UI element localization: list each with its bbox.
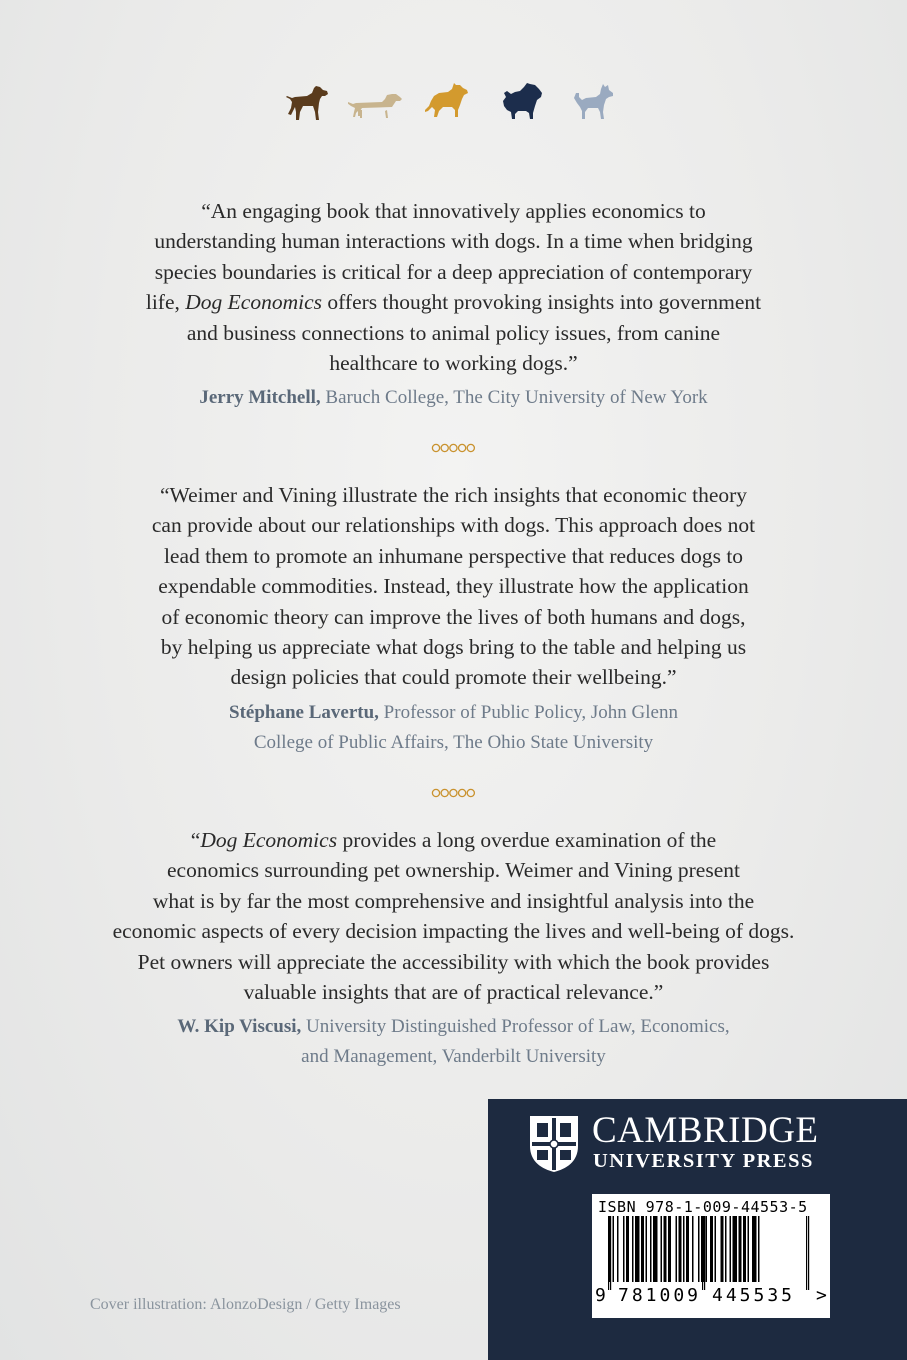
barcode-bar (733, 1216, 738, 1282)
review-attribution-3: W. Kip Viscusi, University Distinguished Professor of Law, Economics, and Management, Vanderbilt University (177, 1016, 730, 1067)
barcode-bar (679, 1216, 682, 1282)
barcode-guard-bar (608, 1216, 609, 1290)
barcode-bar (683, 1216, 685, 1282)
barcode-bar (626, 1216, 629, 1282)
barcode-bar (686, 1216, 689, 1282)
review-quote-3: “Dog Economics provides a long overdue examination of the economics surrounding pet ownership. Weimer and Vining present what is by far the most comprehensive and insightful analysis into the economic aspects of every decision impacting the lives and well-being of dogs. Pet owners will appreciate the accessibility with which the book provides valuable insights that are of practical relevance.” (112, 828, 795, 1005)
barcode-guard-bar (806, 1216, 807, 1290)
ornament-ring (450, 444, 457, 451)
barcode-bar (623, 1216, 625, 1282)
barcode-bar (641, 1216, 644, 1282)
barcode-bar (721, 1216, 724, 1282)
ornament-divider-1 (0, 443, 907, 453)
barcode-bar (613, 1216, 615, 1282)
review-attribution-1: Jerry Mitchell, Baruch College, The City University of New York (199, 387, 708, 408)
ornament-ring (432, 444, 439, 451)
barcode-bar (650, 1216, 652, 1282)
barcode-guard-bar (808, 1216, 809, 1290)
barcode-bar (743, 1216, 746, 1282)
isbn-barcode: ISBN 978-1-009-44553-5 9 781009 445535 > (592, 1194, 830, 1318)
barcode-bar (668, 1216, 671, 1282)
review-quote-2: “Weimer and Vining illustrate the rich insights that economic theory can provide about our relationships with dogs. This approach does not lead them to promote an inhumane perspective that reduces dogs to expendable commodities. Instead, they illustrate how the application of economic theory can improve the lives of both humans and dogs, by helping us appreciate what dogs bring to the table and helping us design policies that could promote their wellbeing.” (151, 483, 756, 690)
barcode-bar (632, 1216, 634, 1282)
ornament-ring (467, 444, 474, 451)
ornament-ring (441, 789, 448, 796)
dachshund-icon (348, 82, 404, 122)
barcode-bar (676, 1216, 678, 1282)
barcode-bar (715, 1216, 717, 1282)
book-title-italic: Dog Economics (200, 828, 338, 852)
barcode-bar (710, 1216, 713, 1282)
barcode-bar (739, 1216, 742, 1282)
barcode-bar (653, 1216, 658, 1282)
publisher-subname: UNIVERSITY PRESS (593, 1150, 814, 1172)
barcode-bar (635, 1216, 640, 1282)
barcode-bar (748, 1216, 750, 1282)
ornament-ring (467, 789, 474, 796)
barcode-bar (646, 1216, 648, 1282)
barcode-guard-bar (704, 1216, 705, 1290)
barcode-guard-bar (702, 1216, 703, 1290)
ornament-ring (432, 789, 439, 796)
ornament-ring (459, 789, 466, 796)
review-quote-1: “An engaging book that innovatively applies economics to understanding human interactions with dogs. In a time when bridging species boundaries is critical for a deep appreciation of contemporary life, Dog Economics offers thought provoking insights into government and business connections to animal policy issues, from canine healthcare to working dogs.” (145, 199, 762, 376)
book-title-italic: Dog Economics (185, 290, 323, 315)
cambridge-crest-icon (528, 1114, 580, 1174)
barcode-guard-bar (610, 1216, 611, 1290)
barcode-bar (730, 1216, 732, 1282)
review-attribution-2: Stéphane Lavertu, Professor of Public Policy, John Glenn College of Public Affairs, The Ohio State University (229, 702, 678, 753)
barcode-bars (608, 1216, 814, 1290)
ornament-divider-2 (0, 788, 907, 798)
ornament-ring (450, 789, 457, 796)
publisher-name: CAMBRIDGE (592, 1110, 819, 1151)
ornament-ring (459, 444, 466, 451)
publisher-panel (488, 1099, 907, 1360)
barcode-bar (758, 1216, 760, 1282)
barcode-bar (692, 1216, 694, 1282)
dog-icons-row (0, 82, 907, 126)
barcode-bar (706, 1216, 708, 1282)
barcode-bar (752, 1216, 757, 1282)
barcode-bar (725, 1216, 727, 1282)
barcode-bar (661, 1216, 663, 1282)
barcode-bar (617, 1216, 619, 1282)
cover-illustration-credit: Cover illustration: AlonzoDesign / Getty Images (90, 1296, 401, 1313)
ornament-ring (441, 444, 448, 451)
barcode-bar (664, 1216, 667, 1282)
golden-retriever-icon (422, 82, 470, 122)
pit-bull-icon (283, 82, 329, 122)
husky-icon (570, 82, 616, 122)
isbn-label: ISBN 978-1-009-44553-5 (598, 1198, 808, 1216)
chow-chow-icon (500, 82, 544, 122)
barcode-bar (698, 1216, 700, 1282)
